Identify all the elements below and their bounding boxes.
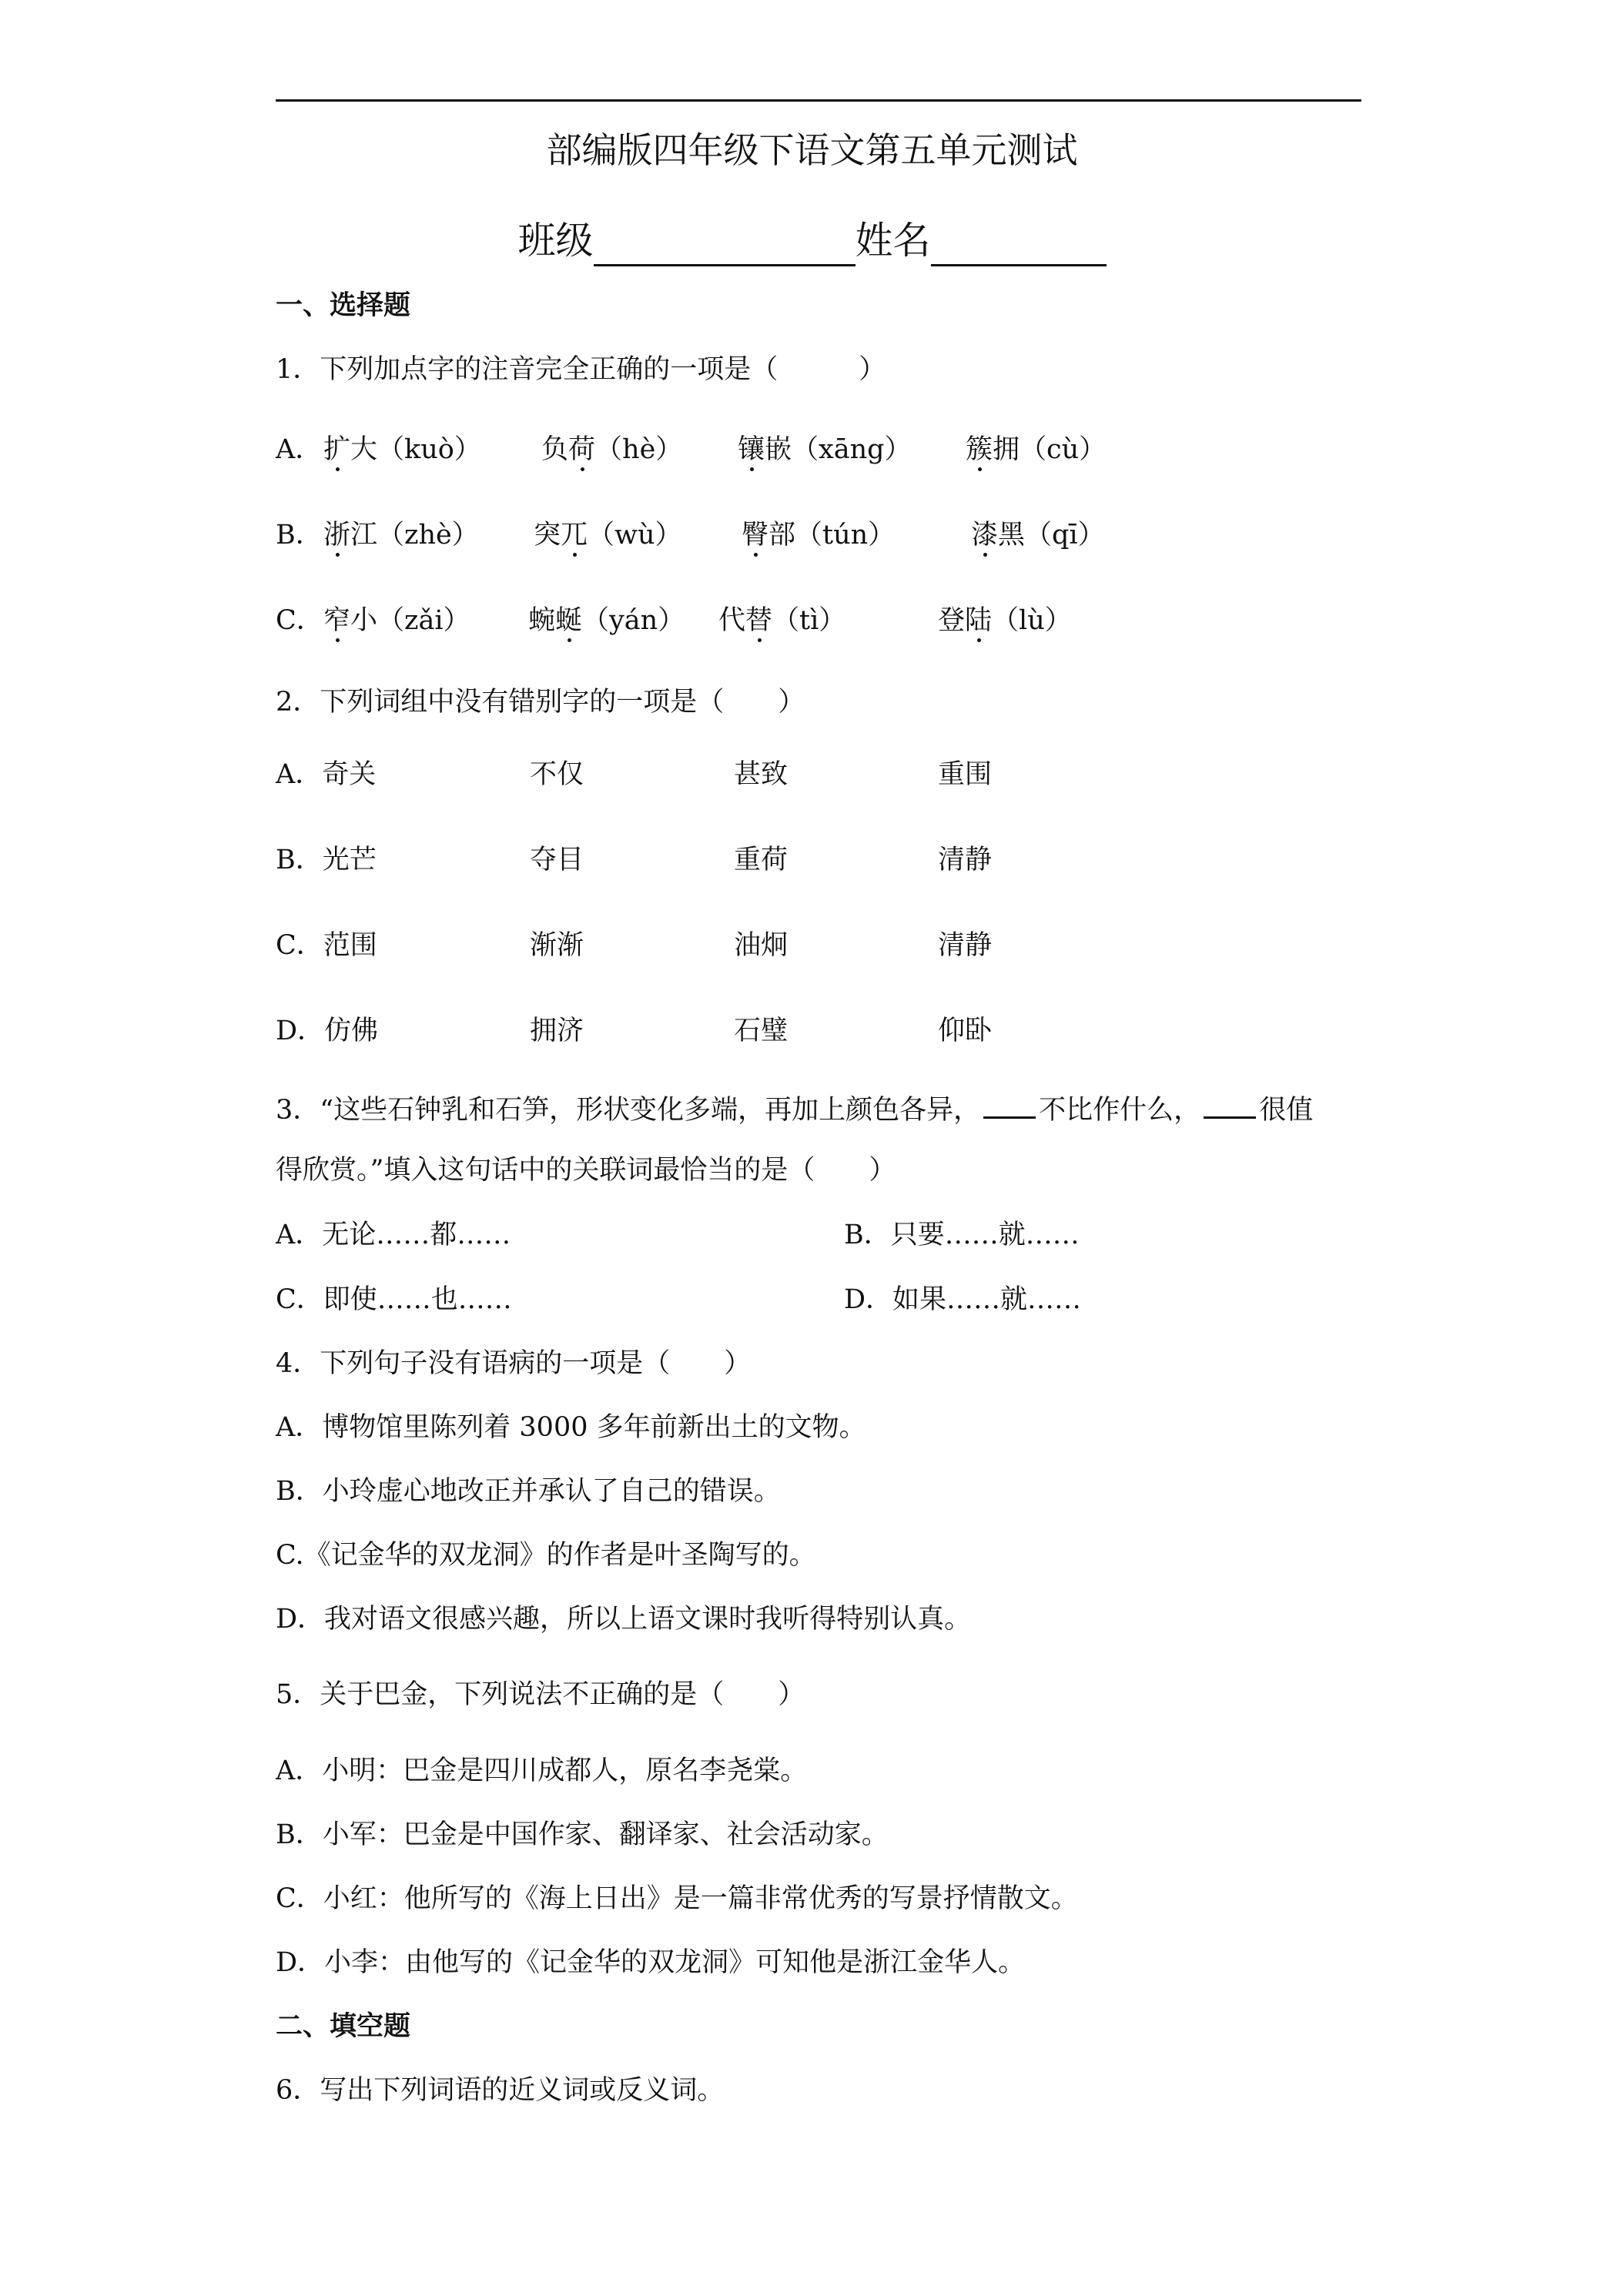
- name-label: 姓名: [855, 219, 931, 263]
- section-heading-choice: 一、选择题: [276, 290, 411, 321]
- section-heading-fill: 二、填空题: [276, 2010, 411, 2042]
- question-3-option-b: B．只要……就……: [844, 1220, 1080, 1250]
- question-4-option-d: D．我对语文很感兴趣，所以上语文课时我听得特别认真。: [276, 1604, 972, 1635]
- question-5-option-a: A．小明：巴金是四川成都人，原名李尧棠。: [276, 1755, 808, 1786]
- question-4-stem: 4．下列句子没有语病的一项是（ ）: [276, 1348, 752, 1379]
- page-title: 部编版四年级下语文第五单元测试: [546, 129, 1078, 171]
- question-5-option-d: D．小李：由他写的《记金华的双龙洞》可知他是浙江金华人。: [276, 1947, 1026, 1978]
- question-3-option-a: A．无论……都……: [276, 1220, 511, 1250]
- question-3-stem-line2: 得欣赏。”填入这句话中的关联词最恰当的是（ ）: [276, 1155, 896, 1186]
- question-4-option-a: A．博物馆里陈列着 3000 多年前新出土的文物。: [276, 1412, 866, 1443]
- question-1-option-a: A． 扩大（kuò） 负荷（hè） 镶嵌（xāng） 簇拥（cù）: [276, 434, 1107, 465]
- name-blank[interactable]: [931, 226, 1107, 266]
- class-label: 班级: [517, 219, 594, 263]
- question-1-option-b: B． 浙江（zhè） 突兀（wù） 臀部（tún） 漆黑（qī）: [276, 520, 1105, 551]
- question-4-option-c: C.《记金华的双龙洞》的作者是叶圣陶写的。: [276, 1540, 816, 1571]
- question-6-stem: 6．写出下列词语的近义词或反义词。: [276, 2075, 725, 2106]
- question-2-stem: 2．下列词组中没有错别字的一项是（ ）: [276, 687, 805, 718]
- question-4-option-b: B．小玲虚心地改正并承认了自己的错误。: [276, 1476, 781, 1507]
- student-info-line: [0, 216, 1624, 266]
- question-5-stem: 5．关于巴金，下列说法不正确的是（ ）: [276, 1679, 805, 1710]
- question-5-option-b: B．小军：巴金是中国作家、翻译家、社会活动家。: [276, 1819, 889, 1850]
- question-5-option-c: C．小红：他所写的《海上日出》是一篇非常优秀的写景抒情散文。: [276, 1883, 1078, 1914]
- answer-blank-2[interactable]: [1204, 1089, 1256, 1119]
- class-blank[interactable]: [594, 226, 856, 266]
- header-rule: [276, 99, 1361, 102]
- answer-blank-1[interactable]: [983, 1089, 1036, 1119]
- question-3-option-c: C．即使……也……: [276, 1284, 512, 1315]
- question-3-stem: 3．“这些石钟乳和石笋，形状变化多端，再加上颜色各异， 不比作什么， 很值: [276, 1089, 1313, 1129]
- question-3-option-d: D．如果……就……: [844, 1284, 1082, 1315]
- question-1-stem: 1．下列加点字的注音完全正确的一项是（ ）: [276, 354, 886, 385]
- question-1-option-c: C． 窄小（zǎi） 蜿蜒（yán） 代替（tì） 登陆（lù）: [276, 605, 1072, 636]
